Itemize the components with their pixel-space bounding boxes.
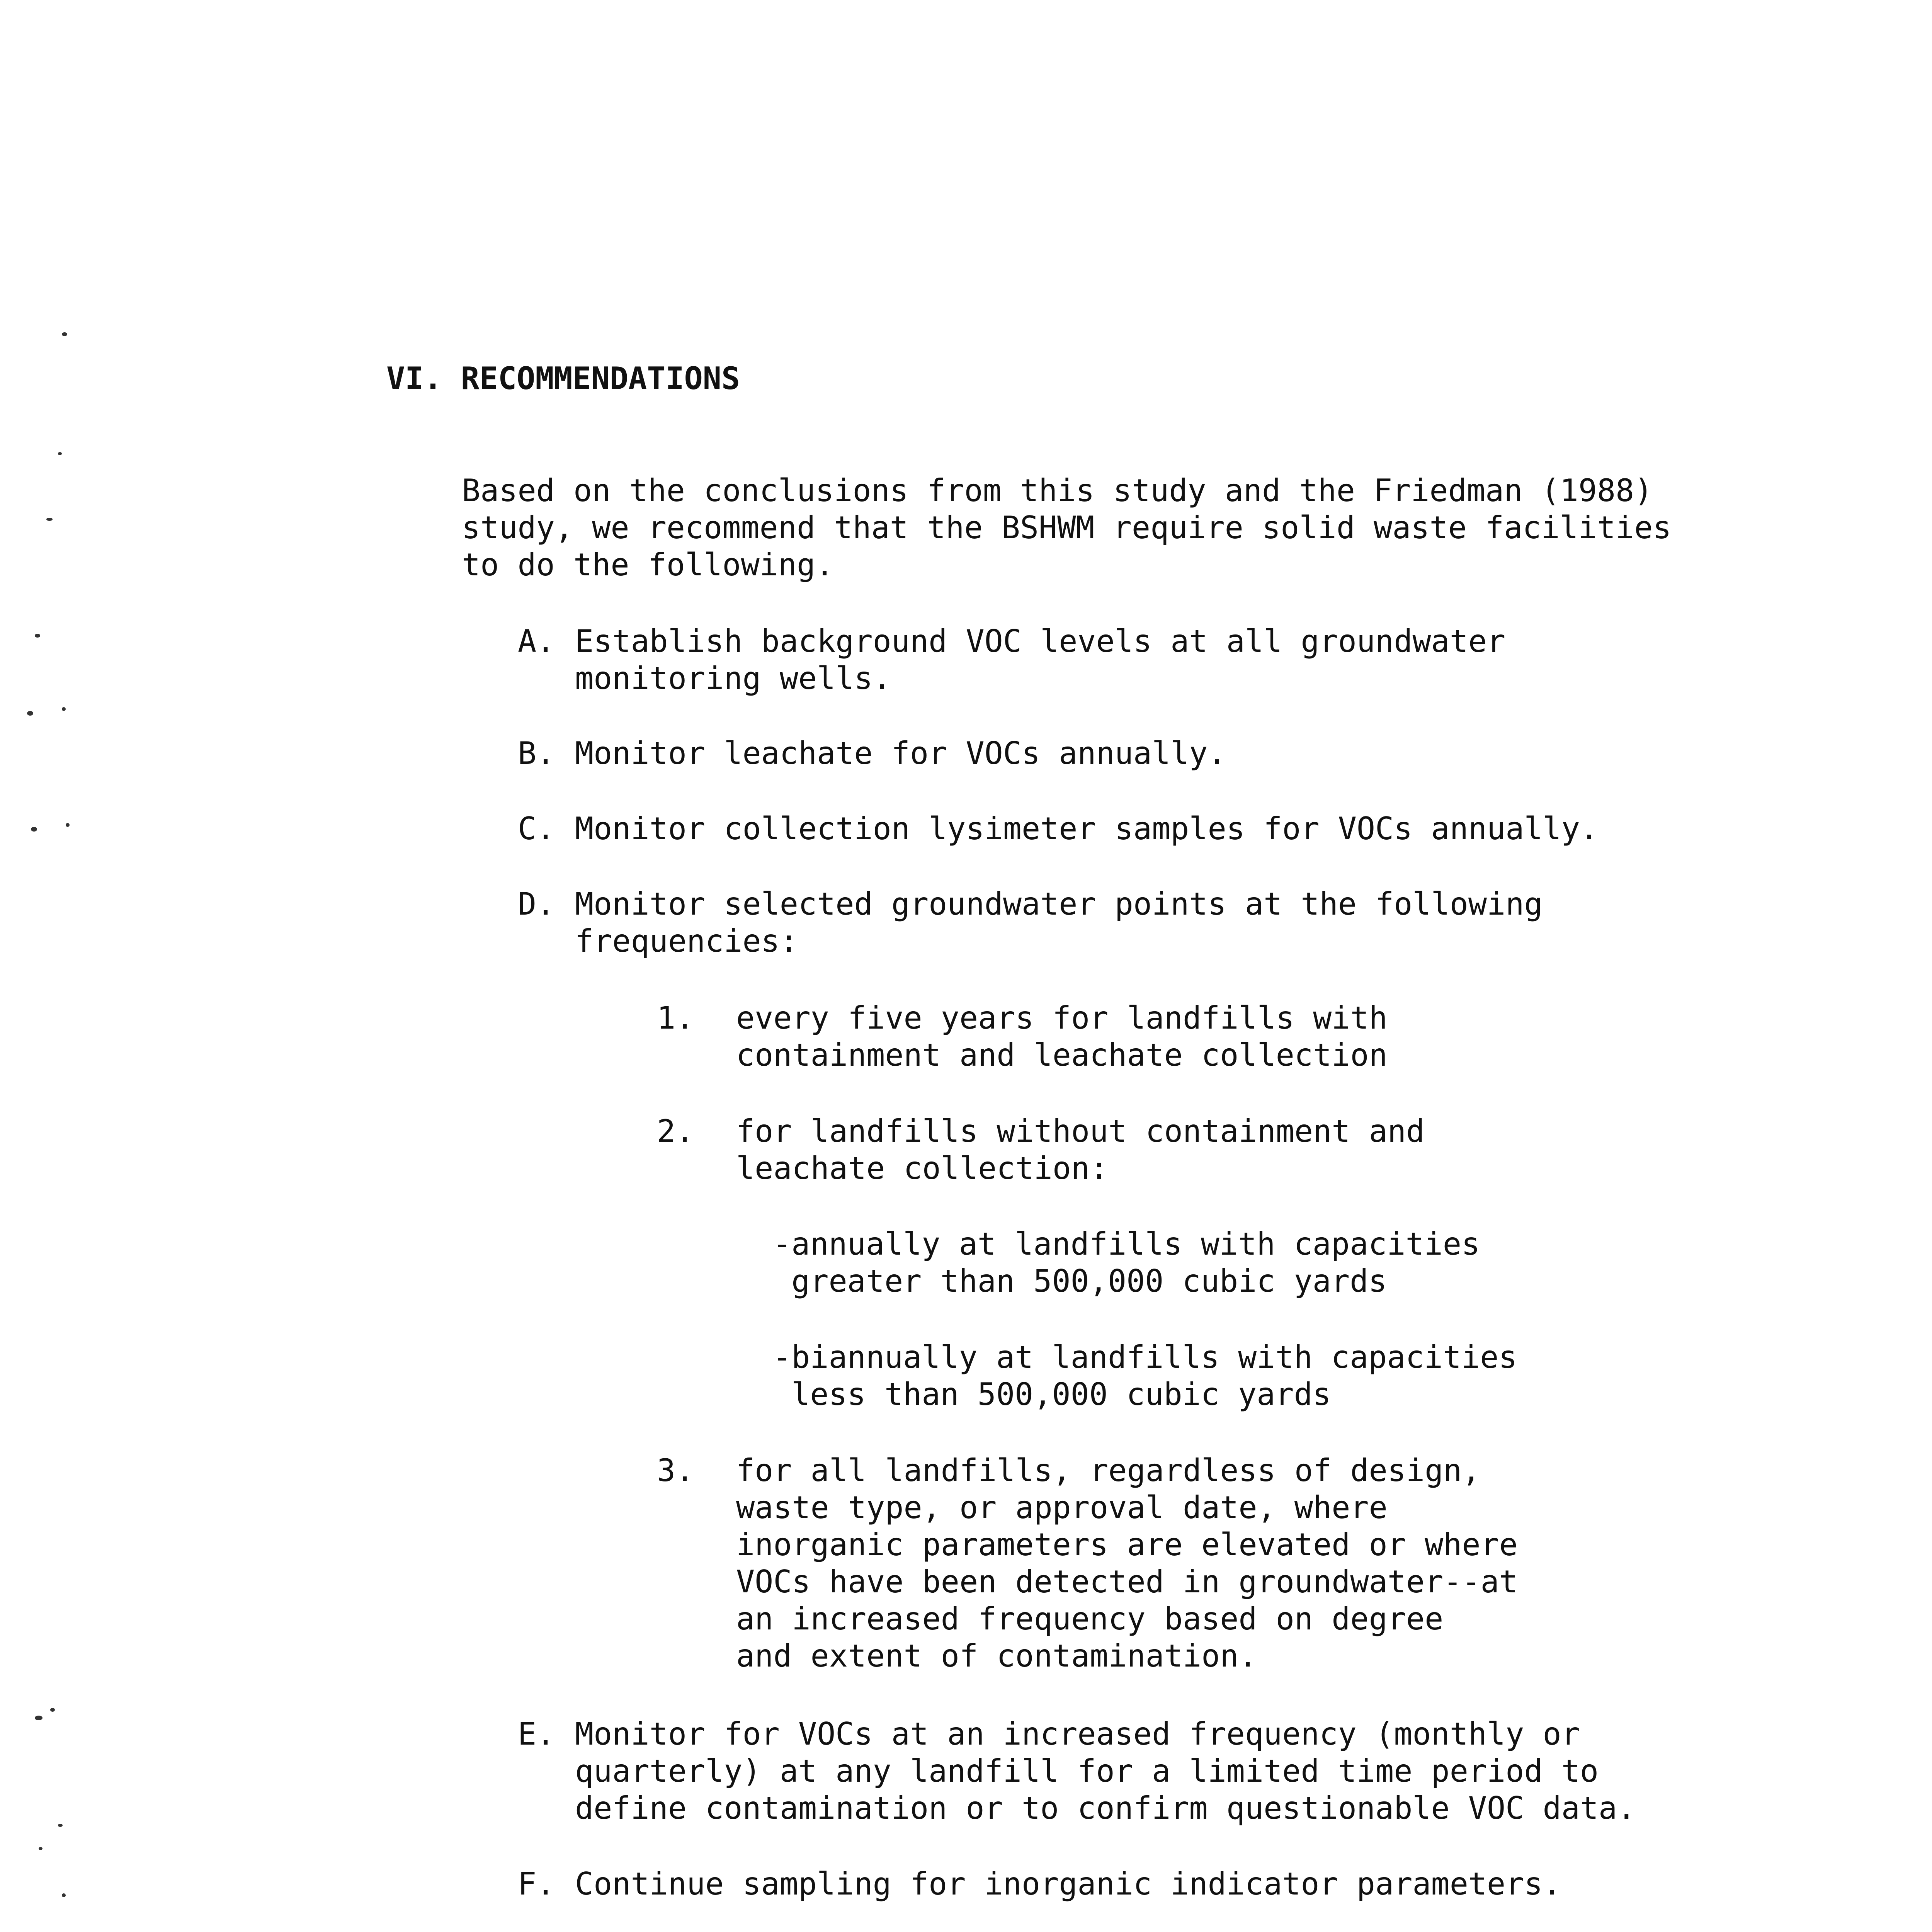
section-number: VI. bbox=[386, 361, 442, 396]
intro-line: to do the following. bbox=[462, 547, 834, 583]
dash-item-line: greater than 500,000 cubic yards bbox=[773, 1263, 1387, 1299]
subitem-2-marker: 2. bbox=[657, 1113, 694, 1149]
item-e-text bbox=[575, 1716, 1636, 1827]
dash-item-biannually bbox=[773, 1339, 1517, 1413]
item-c-text: Monitor collection lysimeter samples for VOCs annually. bbox=[575, 811, 1599, 847]
item-f-text: Continue sampling for inorganic indicator parameters. bbox=[575, 1866, 1561, 1902]
dash-item-line: less than 500,000 cubic yards bbox=[773, 1376, 1331, 1412]
subitem-3-text bbox=[736, 1452, 1518, 1675]
item-c-marker: C. bbox=[518, 811, 555, 847]
subitem-1-line: containment and leachate collection bbox=[736, 1037, 1388, 1073]
section-heading bbox=[386, 360, 740, 397]
item-a-text bbox=[575, 623, 1505, 697]
intro-line: Based on the conclusions from this study and the Friedman (1988) bbox=[462, 473, 1653, 509]
subitem-2-line: leachate collection: bbox=[736, 1150, 1109, 1186]
subitem-3-line: VOCs have been detected in groundwater--at bbox=[736, 1564, 1518, 1600]
subitem-3-line: waste type, or approval date, where bbox=[736, 1490, 1388, 1526]
item-d-line: Monitor selected groundwater points at the following bbox=[575, 886, 1543, 922]
item-a-line: Establish background VOC levels at all groundwater bbox=[575, 623, 1506, 659]
item-d-text bbox=[575, 886, 1543, 960]
item-e-marker: E. bbox=[518, 1716, 555, 1752]
item-b-text: Monitor leachate for VOCs annually. bbox=[575, 735, 1226, 771]
dash-item-line: -annually at landfills with capacities bbox=[773, 1226, 1480, 1262]
subitem-3-line: inorganic parameters are elevated or where bbox=[736, 1527, 1518, 1563]
subitem-2-text bbox=[736, 1113, 1425, 1187]
section-title: RECOMMENDATIONS bbox=[461, 361, 740, 396]
subitem-1-line: every five years for landfills with bbox=[736, 1000, 1388, 1036]
intro-line: study, we recommend that the BSHWM require solid waste facilities bbox=[462, 510, 1672, 546]
subitem-2-line: for landfills without containment and bbox=[736, 1113, 1425, 1149]
subitem-1-text bbox=[736, 1000, 1388, 1074]
subitem-3-marker: 3. bbox=[657, 1452, 694, 1488]
subitem-3-line: and extent of contamination. bbox=[736, 1638, 1257, 1674]
subitem-1-marker: 1. bbox=[657, 1000, 694, 1036]
item-d-marker: D. bbox=[518, 886, 555, 922]
dash-item-line: -biannually at landfills with capacities bbox=[773, 1339, 1517, 1375]
subitem-3-line: for all landfills, regardless of design, bbox=[736, 1452, 1481, 1488]
subitem-3-line: an increased frequency based on degree bbox=[736, 1601, 1444, 1637]
item-b-marker: B. bbox=[518, 735, 555, 771]
item-f-marker: F. bbox=[518, 1866, 555, 1902]
dash-item-annually bbox=[773, 1226, 1480, 1300]
item-a-line: monitoring wells. bbox=[575, 660, 891, 696]
item-e-line: Monitor for VOCs at an increased frequency (monthly or bbox=[575, 1716, 1580, 1752]
item-e-line: quarterly) at any landfill for a limited time period to bbox=[575, 1753, 1599, 1789]
item-e-line: define contamination or to confirm questionable VOC data. bbox=[575, 1790, 1636, 1826]
item-d-line: frequencies: bbox=[575, 923, 798, 959]
item-a-marker: A. bbox=[518, 623, 555, 659]
intro-paragraph bbox=[462, 472, 1672, 583]
